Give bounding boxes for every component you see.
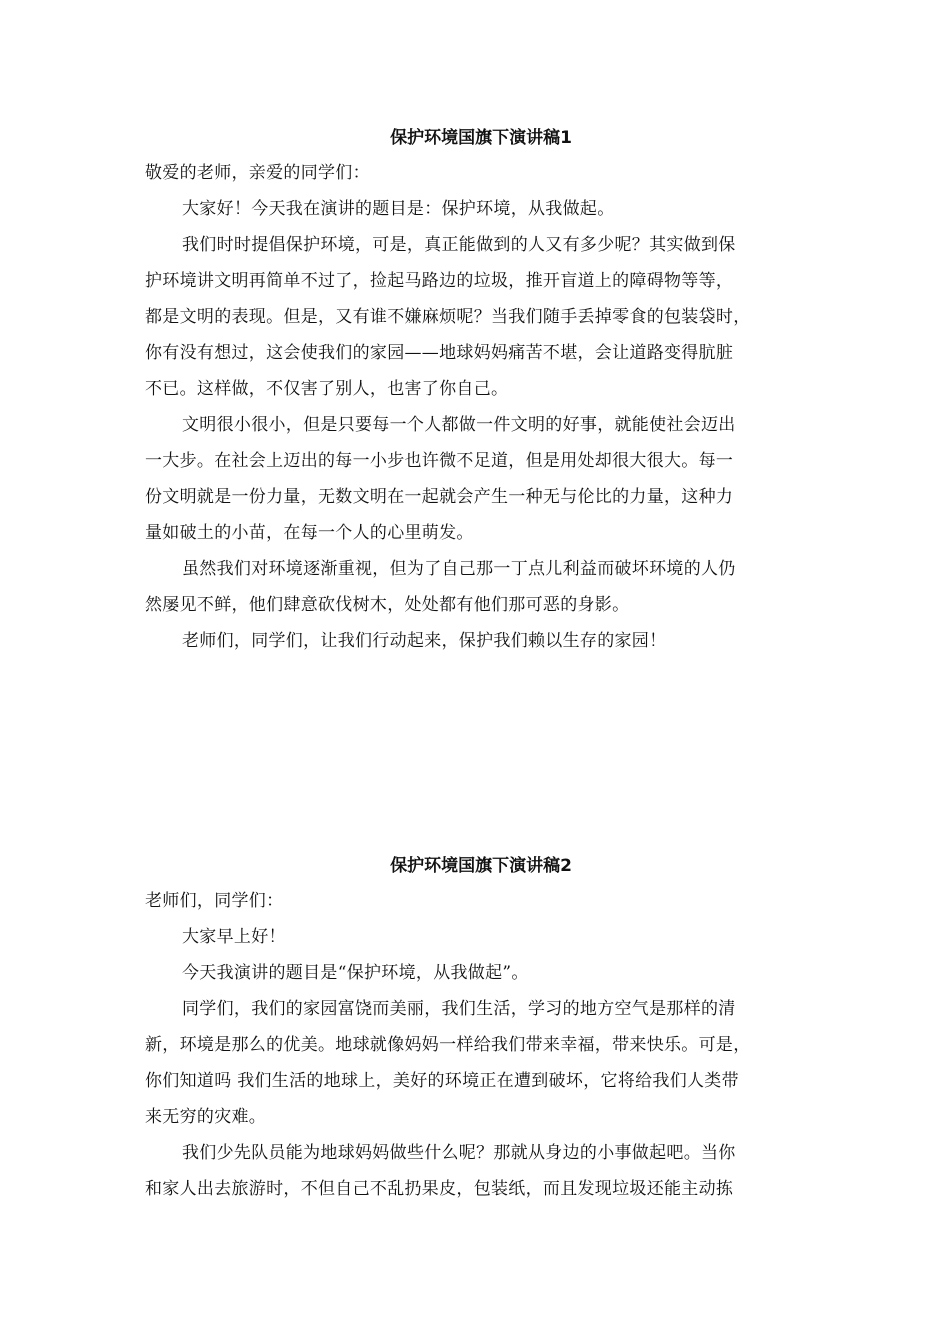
paragraph-line: 大家早上好！ [182, 927, 286, 947]
paragraph-line: 量如破土的小苗，在每一个人的心里萌发。 [145, 523, 474, 543]
paragraph-line: 新，环境是那么的优美。地球就像妈妈一样给我们带来幸福，带来快乐。可是， [145, 1035, 751, 1055]
paragraph-line: 大家好！今天我在演讲的题目是：保护环境，从我做起。 [182, 199, 615, 219]
paragraph-line: 然屡见不鲜，他们肆意砍伐树木，处处都有他们那可恶的身影。 [145, 595, 630, 615]
paragraph-line: 文明很小很小，但是只要每一个人都做一件文明的好事，就能使社会迈出 [182, 415, 736, 435]
paragraph-line: 一大步。在社会上迈出的每一小步也许微不足道，但是用处却很大很大。每一 [145, 451, 734, 471]
speech-title: 保护环境国旗下演讲稿2 [390, 856, 572, 876]
speech-title: 保护环境国旗下演讲稿1 [390, 128, 572, 148]
paragraph-line: 份文明就是一份力量，无数文明在一起就会产生一种无与伦比的力量，这种力 [145, 487, 734, 507]
salutation: 老师们，同学们： [145, 891, 284, 911]
paragraph-line: 来无穷的灾难。 [145, 1107, 267, 1127]
paragraph-line: 和家人出去旅游时，不但自己不乱扔果皮，包装纸，而且发现垃圾还能主动拣 [145, 1179, 734, 1199]
paragraph-line: 都是文明的表现。但是，又有谁不嫌麻烦呢？当我们随手丢掉零食的包装袋时， [145, 307, 751, 327]
paragraph-line: 虽然我们对环境逐渐重视，但为了自己那一丁点儿利益而破坏环境的人仍 [182, 559, 736, 579]
speech-section-1 [145, 123, 817, 659]
paragraph-line: 你有没有想过，这会使我们的家园——地球妈妈痛苦不堪，会让道路变得肮脏 [145, 343, 734, 363]
salutation: 敬爱的老师，亲爱的同学们： [145, 163, 370, 183]
paragraph-line: 老师们，同学们，让我们行动起来，保护我们赖以生存的家园！ [182, 631, 667, 651]
paragraph-line: 同学们，我们的家园富饶而美丽，我们生活，学习的地方空气是那样的清 [182, 999, 736, 1019]
paragraph-line: 你们知道吗 我们生活的地球上，美好的环境正在遭到破坏，它将给我们人类带 [145, 1071, 739, 1091]
paragraph-line: 今天我演讲的题目是“保护环境，从我做起”。 [182, 963, 529, 983]
paragraph-line: 护环境讲文明再简单不过了，捡起马路边的垃圾，推开盲道上的障碍物等等， [145, 271, 734, 291]
paragraph-line: 我们时时提倡保护环境，可是，真正能做到的人又有多少呢？其实做到保 [182, 235, 736, 255]
paragraph-line: 我们少先队员能为地球妈妈做些什么呢？那就从身边的小事做起吧。当你 [182, 1143, 736, 1163]
speech-section-2 [145, 851, 817, 1207]
paragraph-line: 不已。这样做，不仅害了别人，也害了你自己。 [145, 379, 509, 399]
